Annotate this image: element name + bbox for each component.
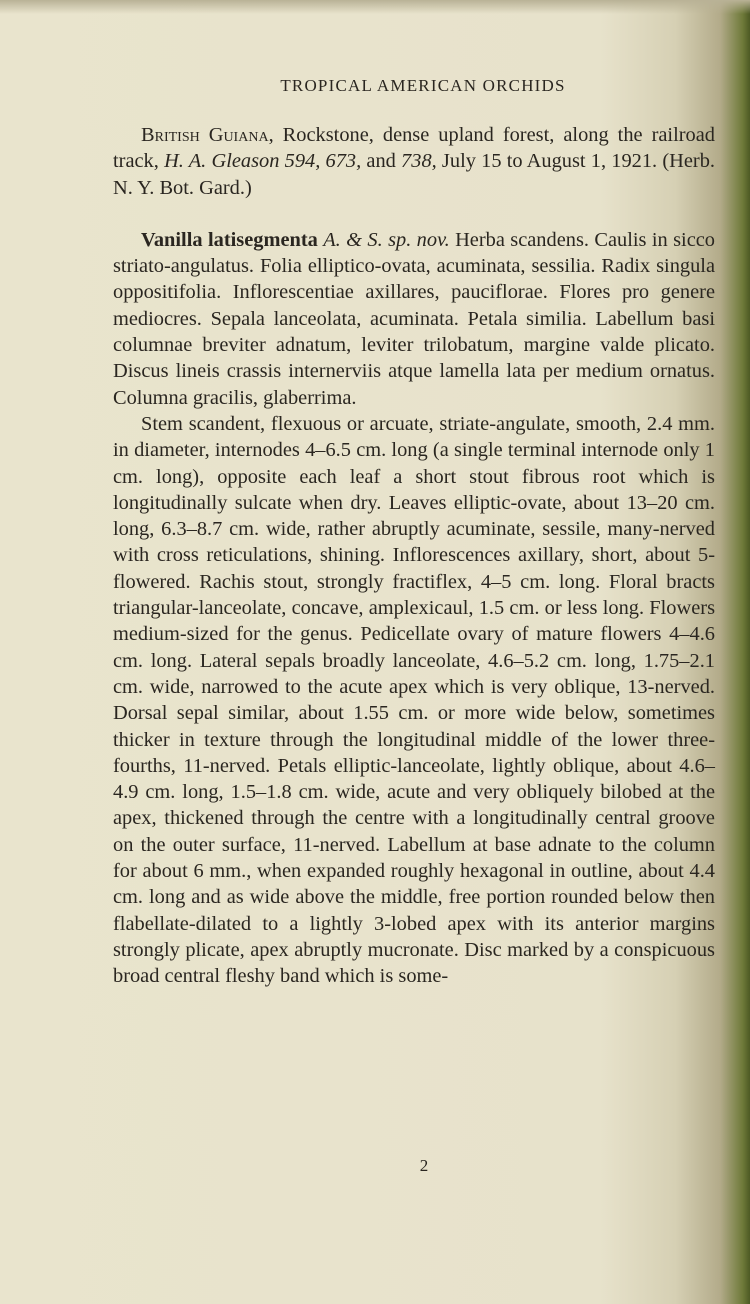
latin-diagnosis-paragraph (113, 227, 715, 411)
page-top-shadow (0, 0, 750, 14)
description-paragraph: Stem scandent, flexuous or arcuate, striate-angulate, smooth, 2.4 mm. in diameter, internodes 4–6.5 cm. long (a single terminal internode only 1 cm. long), opposite each leaf a short stout fibrous root which is longitudinally sulcate when dry. Leaves elliptic-ovate, about 13–20 cm. long, 6.3–8.7 cm. wide, rather abruptly acuminate, sessile, many-nerved with cross reticulations, shining. Inflorescences axillary, short, about 5-flowered. Rachis stout, strongly fractiflex, 4–5 cm. long. Floral bracts triangular-lanceolate, concave, amplexicaul, 1.5 cm. or less long. Flowers medium-sized for the genus. Pedicellate ovary of mature flowers 4–4.6 cm. long. Lateral sepals broadly lanceolate, 4.6–5.2 cm. long, 1.75–2.1 cm. wide, narrowed to the acute apex which is very oblique, 13-nerved. Dorsal sepal similar, about 1.55 cm. or more wide below, sometimes thicker in texture through the longitudinal middle of the lower three-fourths, 11-nerved. Petals elliptic-lanceolate, lightly oblique, about 4.6–4.9 cm. long, 1.5–1.8 cm. wide, acute and very obliquely bilobed at the apex, thickened through the centre with a longitudinally central groove on the outer surface, 11-nerved. Labellum at base adnate to the column for about 6 mm., when expanded roughly hexagonal in outline, about 4.4 cm. long and as wide above the middle, free portion rounded below then flabellate-dilated to a lightly 3-lobed apex with its anterior margins strongly plicate, apex abruptly mucronate. Disc marked by a conspicuous broad central fleshy band which is some- (113, 412, 715, 988)
species-name: Vanilla latisegmenta (141, 228, 318, 251)
locality-paragraph (113, 122, 715, 201)
locality-number: 738, (401, 150, 437, 173)
running-head: TROPICAL AMERICAN ORCHIDS (280, 76, 566, 95)
paragraph-gap (113, 201, 715, 227)
page-number: 2 (419, 1156, 429, 1175)
locality-text-2: and (361, 150, 402, 173)
species-authority: A. & S. sp. nov. (323, 228, 450, 251)
locality-collector: H. A. Gleason 594, 673, (164, 150, 362, 173)
latin-diagnosis-text: Herba scandens. Caulis in sicco striato-angulatus. Folia elliptico-ovata, acuminata, sessilia. Radix singula oppositifolia. Inflorescentiae axillares, pauciflorae. Flores pro genere mediocres. Sepala lanceolata, acuminata. Petala similia. Labellum basi columnae breviter adnatum, leviter trilobatum, margine valde plicato. Discus lineis crassis internerviis atque lamella lata per medium ornatus. Columna gracilis, glaberrima. (113, 228, 715, 409)
locality-country: British Guiana (141, 124, 269, 146)
locality-text-1: , Rockstone, dense upland forest, along the railroad track, (113, 124, 715, 173)
locality-text-3: July 15 to August 1, 1921. (Herb. N. Y. Bot. Gard.) (113, 150, 715, 199)
page-content (113, 76, 715, 1175)
